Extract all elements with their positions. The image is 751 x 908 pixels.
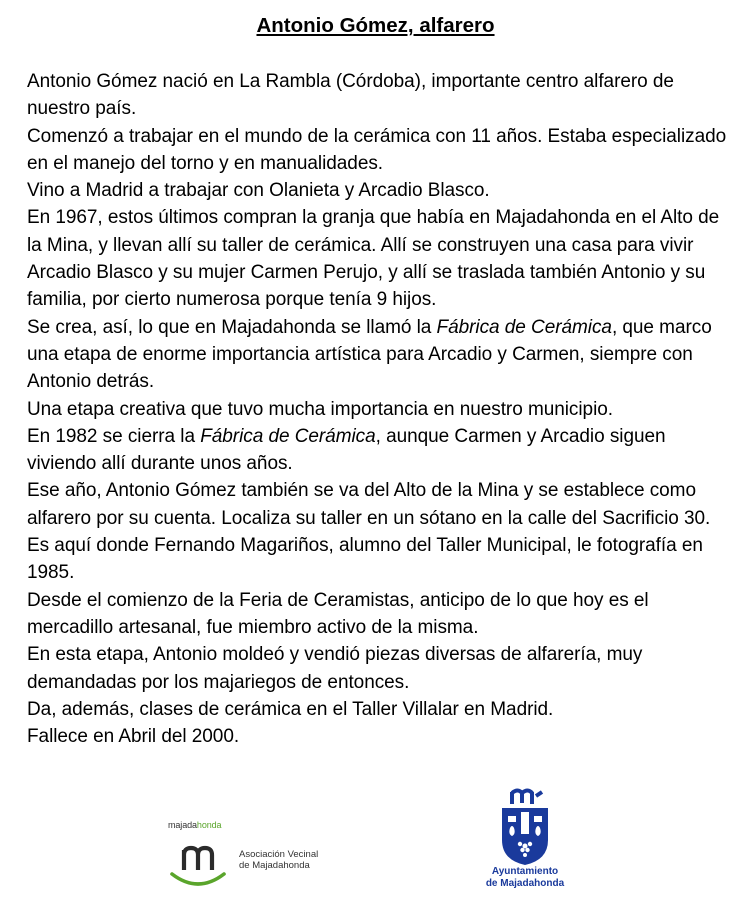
text-run: Una etapa creativa que tuvo mucha importancia en nuestro municipio. — [27, 398, 613, 420]
text-run: En 1982 se cierra la — [27, 425, 201, 447]
text-run: En 1967, estos últimos compran la granja que había en Majadahonda en el Alto de la Mina, y llevan allí su taller de cerámica. Allí se construyen una casa para vivir Arcadio Blasco y su mujer Carmen Perujo, y allí se traslada también Antonio y su familia, por cierto numerosa porque tenía 9 hijos. — [27, 207, 720, 311]
paragraph — [27, 123, 739, 178]
paragraph — [27, 396, 739, 423]
paragraph — [27, 587, 739, 642]
document-title: Antonio Gómez, alfarero — [256, 14, 495, 37]
paragraph — [27, 532, 739, 587]
italic-text: Fábrica de Cerámica — [436, 316, 612, 338]
association-name-line1: Asociación Vecinal — [239, 849, 319, 860]
association-brand — [168, 820, 221, 830]
brand-prefix: majada — [168, 820, 197, 830]
paragraph — [27, 204, 739, 313]
council-name-line1: Ayuntamiento — [491, 866, 559, 877]
text-run: Comenzó a trabajar en el mundo de la cerámica con 11 años. Estaba especializado en el manejo del torno y en manualidades. — [27, 125, 727, 174]
text-run: Da, además, clases de cerámica en el Taller Villalar en Madrid. — [27, 698, 554, 720]
council-name — [470, 866, 580, 890]
paragraph — [27, 423, 739, 478]
article-body — [27, 68, 739, 750]
brand-suffix: honda — [196, 820, 222, 830]
italic-text: Fábrica de Cerámica — [200, 425, 376, 447]
text-run: Desde el comienzo de la Feria de Ceramistas, anticipo de lo que hoy es el mercadillo artesanal, fue miembro activo de la misma. — [27, 589, 649, 638]
paragraph — [27, 314, 739, 396]
text-run: Antonio Gómez nació en La Rambla (Córdoba), importante centro alfarero de nuestro país. — [27, 71, 674, 120]
paragraph — [27, 177, 739, 204]
text-run: Es aquí donde Fernando Magariños, alumno del Taller Municipal, le fotografía en 1985. — [27, 535, 703, 584]
association-logo — [168, 818, 348, 890]
paragraph — [27, 723, 739, 750]
paragraph — [27, 68, 739, 123]
coat-of-arms-shield-icon — [498, 788, 552, 866]
council-logo — [470, 788, 580, 898]
m-letter-logo-icon — [170, 834, 226, 888]
council-name-line2: de Majadahonda — [485, 878, 565, 889]
text-run: Vino a Madrid a trabajar con Olanieta y Arcadio Blasco. — [27, 180, 490, 202]
text-run: Fallece en Abril del 2000. — [27, 726, 240, 748]
text-run: , que marco una etapa de enorme importancia artística para Arcadio y Carmen, siempre con Antonio detrás. — [27, 316, 712, 393]
association-name-line2: de Majadahonda — [239, 860, 310, 871]
text-run: En esta etapa, Antonio moldeó y vendió piezas diversas de alfarería, muy demandadas por los majariegos de entonces. — [27, 644, 643, 693]
text-run: Se crea, así, lo que en Majadahonda se llamó la — [27, 316, 437, 338]
association-name — [239, 849, 318, 871]
text-run: Ese año, Antonio Gómez también se va del Alto de la Mina y se establece como alfarero por su cuenta. Localiza su taller en un sótano en la calle del Sacrificio 30. — [27, 480, 711, 529]
text-run: , aunque Carmen y Arcadio siguen viviendo allí durante unos años. — [27, 425, 666, 475]
paragraph — [27, 641, 739, 696]
paragraph — [27, 696, 739, 723]
paragraph — [27, 477, 739, 532]
